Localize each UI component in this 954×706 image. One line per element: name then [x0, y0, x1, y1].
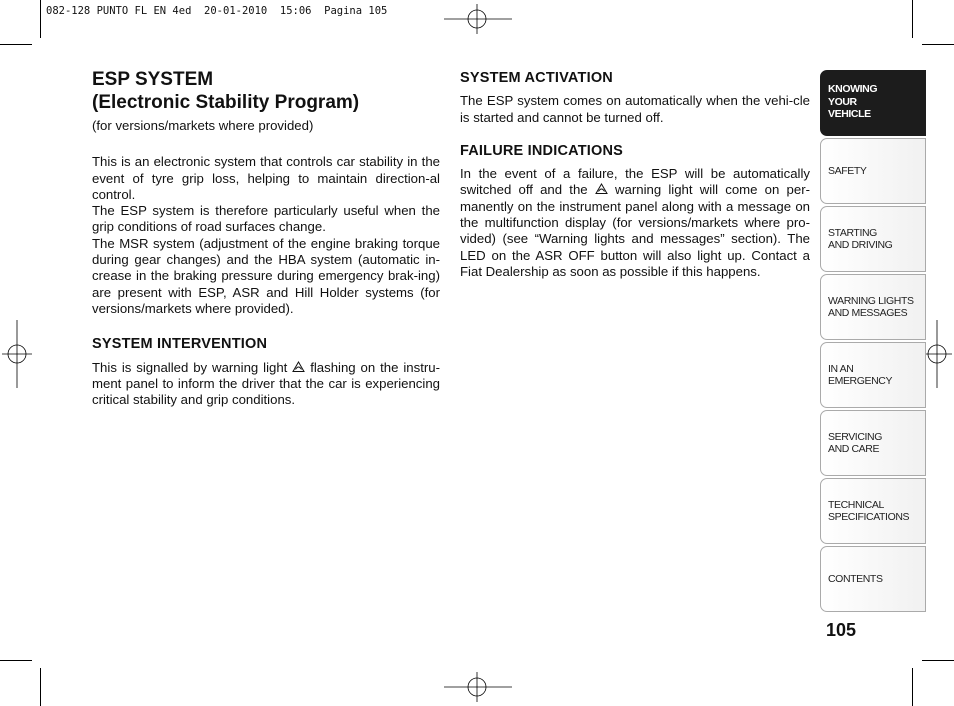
crop-mark	[0, 660, 32, 661]
intervention-paragraph	[92, 360, 440, 409]
failure-paragraph	[460, 166, 810, 280]
tab-in-an-emergency[interactable]: IN AN EMERGENCY	[820, 342, 926, 408]
activation-paragraph: The ESP system comes on automatically when the vehi-cle is started and cannot be turned off.	[460, 93, 810, 125]
failure-text-after: warning light will come on per-manently on the instrument panel along with a message on the multifunction display (for versions/markets where pro-vided) (see “Warning lights and messages” section). The LED on the ASR OFF button will also light up. Contact a Fiat Dealership as soon as possible if this happens.	[460, 182, 810, 279]
crop-mark	[922, 44, 954, 45]
tab-starting-and-driving[interactable]: STARTING AND DRIVING	[820, 206, 926, 272]
crop-mark	[912, 0, 913, 38]
failure-text-before: In the event of a failure, the ESP will be automatically switched off and the	[460, 166, 810, 198]
tab-knowing-your-vehicle[interactable]: KNOWING YOUR VEHICLE	[820, 70, 926, 136]
intro-paragraph-3: The MSR system (adjustment of the engine braking torque during gear changes) and the HBA system (automatic in-crease in the braking pressure during emergency brak-ing) are present with ESP, ASR and Hill Holder systems (for versions/markets where provided).	[92, 235, 440, 316]
intervention-text-after: flashing on the instru-ment panel to inform the driver that the car is experiencing critical stability and grip conditions.	[92, 359, 441, 408]
crop-mark	[0, 44, 32, 45]
tab-technical-specifications[interactable]: TECHNICAL SPECIFICATIONS	[820, 478, 926, 544]
esp-warning-light-icon	[595, 183, 608, 195]
registration-mark-icon	[2, 320, 32, 388]
print-header: 082-128 PUNTO FL EN 4ed 20-01-2010 15:06 Pagina 105	[46, 5, 388, 17]
registration-mark-icon	[444, 672, 512, 702]
tab-servicing-and-care[interactable]: SERVICING AND CARE	[820, 410, 926, 476]
tab-warning-lights-and-messages[interactable]: WARNING LIGHTS AND MESSAGES	[820, 274, 926, 340]
crop-mark	[40, 668, 41, 706]
left-column	[92, 68, 440, 408]
tab-contents[interactable]: CONTENTS	[820, 546, 926, 612]
activation-heading: SYSTEM ACTIVATION	[460, 70, 613, 86]
title-line-1: ESP SYSTEM	[92, 69, 214, 90]
intervention-heading: SYSTEM INTERVENTION	[92, 336, 268, 353]
page-title	[92, 68, 440, 114]
failure-heading: FAILURE INDICATIONS	[460, 142, 624, 159]
tab-safety[interactable]: SAFETY	[820, 138, 926, 204]
right-column	[460, 70, 810, 280]
esp-warning-light-icon	[292, 361, 305, 373]
crop-mark	[912, 668, 913, 706]
intro-paragraph-2: The ESP system is therefore particularly useful when the grip conditions of road surfaces change.	[92, 203, 440, 235]
crop-mark	[922, 660, 954, 661]
page-subtitle: (for versions/markets where provided)	[92, 118, 314, 133]
registration-mark-icon	[444, 4, 512, 34]
registration-mark-icon	[922, 320, 952, 388]
intro-paragraph-1: This is an electronic system that controls car stability in the event of tyre grip loss, helping to maintain direction-al control.	[92, 154, 440, 202]
crop-mark	[40, 0, 41, 38]
page-number: 105	[826, 620, 857, 640]
title-line-2: (Electronic Stability Program)	[92, 92, 360, 113]
intervention-text-before: This is signalled by warning light	[92, 359, 288, 375]
